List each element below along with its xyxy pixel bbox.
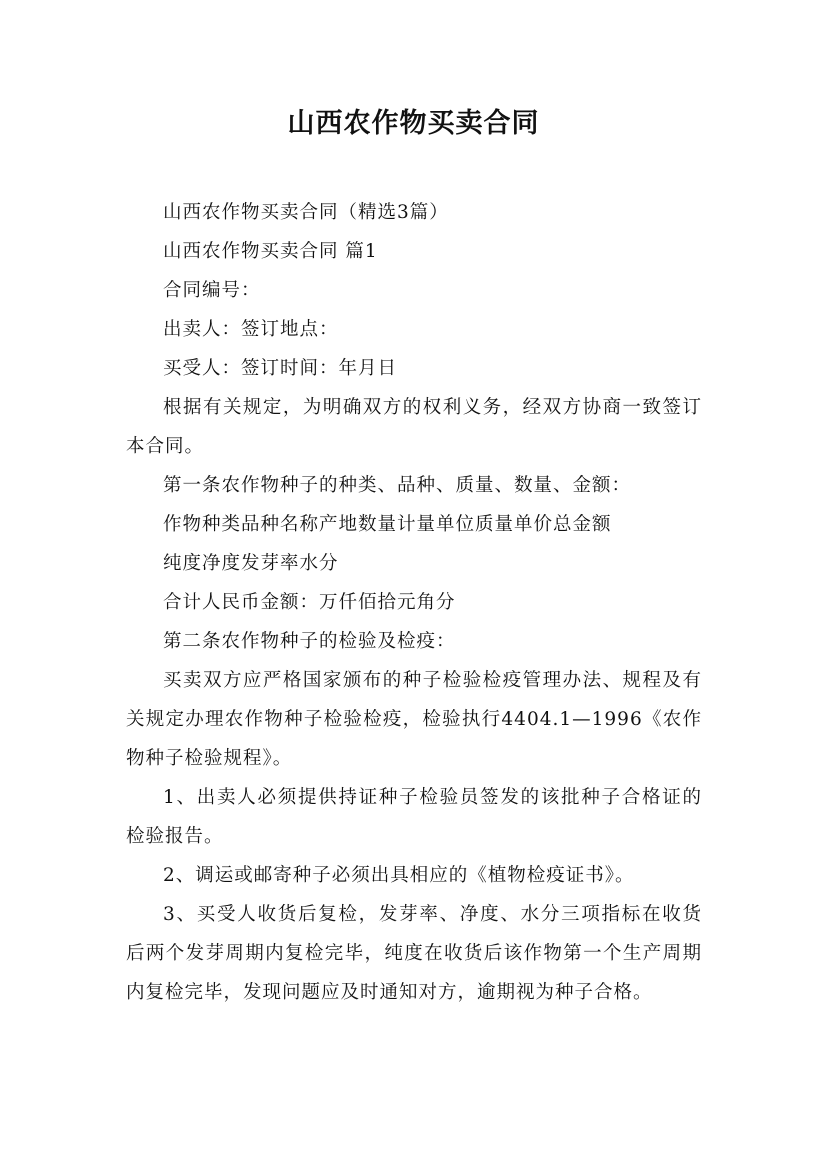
paragraph-table-header: 作物种类品种名称产地数量计量单位质量单价总金额: [163, 514, 612, 535]
paragraph-inspection-rules: 买卖双方应严格国家颁布的种子检验检疫管理办法、规程及有关规定办理农作物种子检验检疫，检验执行4404.1—1996《农作物种子检验规程》。: [126, 670, 702, 769]
paragraph-section-heading: 山西农作物买卖合同 篇1: [163, 241, 378, 262]
paragraph-contract-number: 合同编号：: [163, 280, 261, 301]
paragraph-article-1: 第一条农作物种子的种类、品种、质量、数量、金额：: [163, 475, 632, 496]
paragraph-quality-items: 纯度净度发芽率水分: [163, 553, 339, 574]
paragraph-clause-2: 2、调运或邮寄种子必须出具相应的《植物检疫证书》。: [163, 865, 635, 886]
document-body: [126, 193, 702, 1012]
paragraph-subtitle: 山西农作物买卖合同（精选3篇）: [163, 202, 449, 223]
paragraph-clause-1: 1、出卖人必须提供持证种子检验员签发的该批种子合格证的检验报告。: [126, 787, 702, 847]
paragraph-preamble: 根据有关规定，为明确双方的权利义务，经双方协商一致签订本合同。: [126, 397, 702, 457]
paragraph-buyer: 买受人：签订时间：年月日: [163, 358, 398, 379]
paragraph-seller: 出卖人：签订地点：: [163, 319, 339, 340]
document-title: 山西农作物买卖合同: [287, 108, 540, 139]
paragraph-total-amount: 合计人民币金额：万仟佰拾元角分: [163, 592, 456, 613]
paragraph-article-2: 第二条农作物种子的检验及检疫：: [163, 631, 456, 652]
paragraph-clause-3: 3、买受人收货后复检，发芽率、净度、水分三项指标在收货后两个发芽周期内复检完毕，纯度在收货后该作物第一个生产周期内复检完毕，发现问题应及时通知对方，逾期视为种子合格。: [126, 904, 702, 1003]
